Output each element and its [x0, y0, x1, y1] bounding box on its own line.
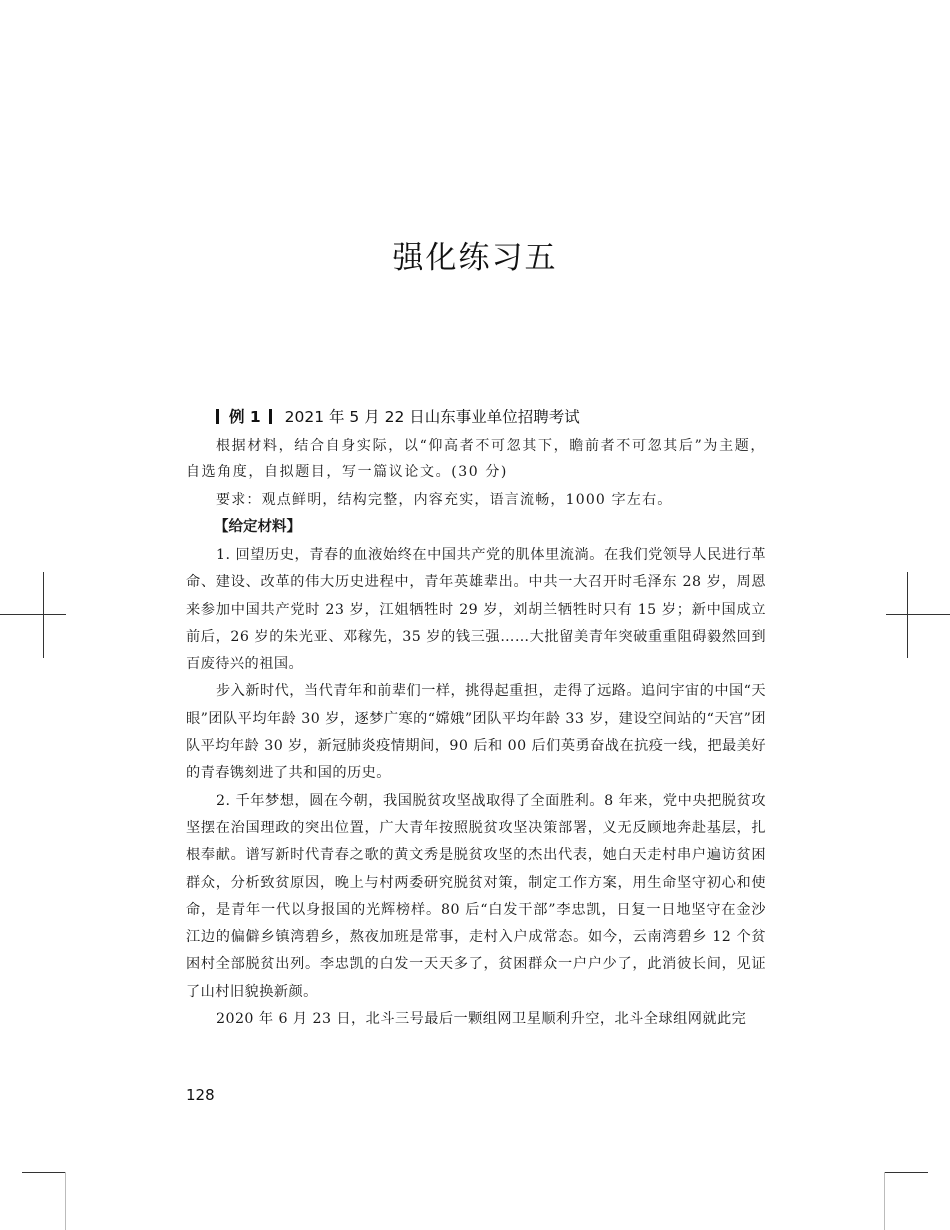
heading-bar-right: [269, 409, 272, 424]
crop-mark-left-vertical: [43, 572, 44, 658]
page-title: 强化练习五: [392, 240, 558, 276]
essay-requirement: 要求：观点鲜明，结构完整，内容充实，语言流畅，1000 字左右。: [216, 492, 673, 508]
crop-mark-bottom-left: [22, 1172, 66, 1173]
crop-mark-bottom-right-vertical: [884, 1172, 885, 1230]
material-heading: 【给定材料】: [214, 519, 301, 535]
heading-bar-left: [216, 409, 219, 424]
crop-mark-bottom-right: [884, 1172, 928, 1173]
material-paragraph: 步入新时代，当代青年和前辈们一样，挑得起重担，走得了远路。追问宇宙的中国“天眼”团队平均年龄 30 岁，逐梦广寒的“嫦娥”团队平均年龄 33 岁，建设空间站的“天宫”团队平均年龄 30 岁，新冠肺炎疫情期间，90 后和 00 后们英勇奋战在抗疫一线，把最美好的青春镌刻进了共和国的历史。: [186, 683, 766, 782]
exercise-content: [186, 405, 766, 1033]
material-paragraph: 2. 千年梦想，圆在今朝，我国脱贫攻坚战取得了全面胜利。8 年来，党中央把脱贫攻坚摆在治国理政的突出位置，广大青年按照脱贫攻坚决策部署，义无反顾地奔赴基层，扎根奉献。谱写新时代青春之歌的黄文秀是脱贫攻坚的杰出代表，她白天走村串户遍访贫困群众，分析致贫原因，晚上与村两委研究脱贫对策，制定工作方案，用生命坚守初心和使命，是青年一代以身报国的光辉榜样。80 后“白发干部”李忠凯，日复一日地坚守在金沙江边的偏僻乡镇湾碧乡，熬夜加班是常事，走村入户成常态。如今，云南湾碧乡 12 个贫困村全部脱贫出列。李忠凯的白发一天天多了，贫困群众一户户少了，此消彼长间，见证了山村旧貌换新颜。: [186, 792, 766, 1000]
essay-question: 根据材料，结合自身实际，以“仰高者不可忽其下，瞻前者不可忽其后”为主题，自选角度，自拟题目，写一篇议论文。(30 分): [186, 438, 766, 480]
crop-mark-right-vertical: [907, 572, 908, 658]
example-label: 例 1: [229, 408, 261, 426]
example-source: 2021 年 5 月 22 日山东事业单位招聘考试: [284, 408, 580, 426]
page-number: 128: [186, 1086, 215, 1104]
crop-mark-right-horizontal: [886, 614, 950, 615]
crop-mark-bottom-left-vertical: [65, 1172, 66, 1230]
material-paragraph: 1. 回望历史，青春的血液始终在中国共产党的肌体里流淌。在我们党领导人民进行革命、建设、改革的伟大历史进程中，青年英雄辈出。中共一大召开时毛泽东 28 岁，周恩来参加中国共产党时 23 岁，江姐牺牲时 29 岁，刘胡兰牺牲时只有 15 岁；新中国成立前后，26 岁的朱光亚、邓稼先，35 岁的钱三强……大批留美青年突破重重阻碍毅然回到百废待兴的祖国。: [186, 547, 766, 673]
material-paragraph: 2020 年 6 月 23 日，北斗三号最后一颗组网卫星顺利升空，北斗全球组网就此完: [216, 1011, 747, 1028]
crop-mark-left-horizontal: [0, 614, 66, 615]
example-heading: [216, 405, 766, 429]
